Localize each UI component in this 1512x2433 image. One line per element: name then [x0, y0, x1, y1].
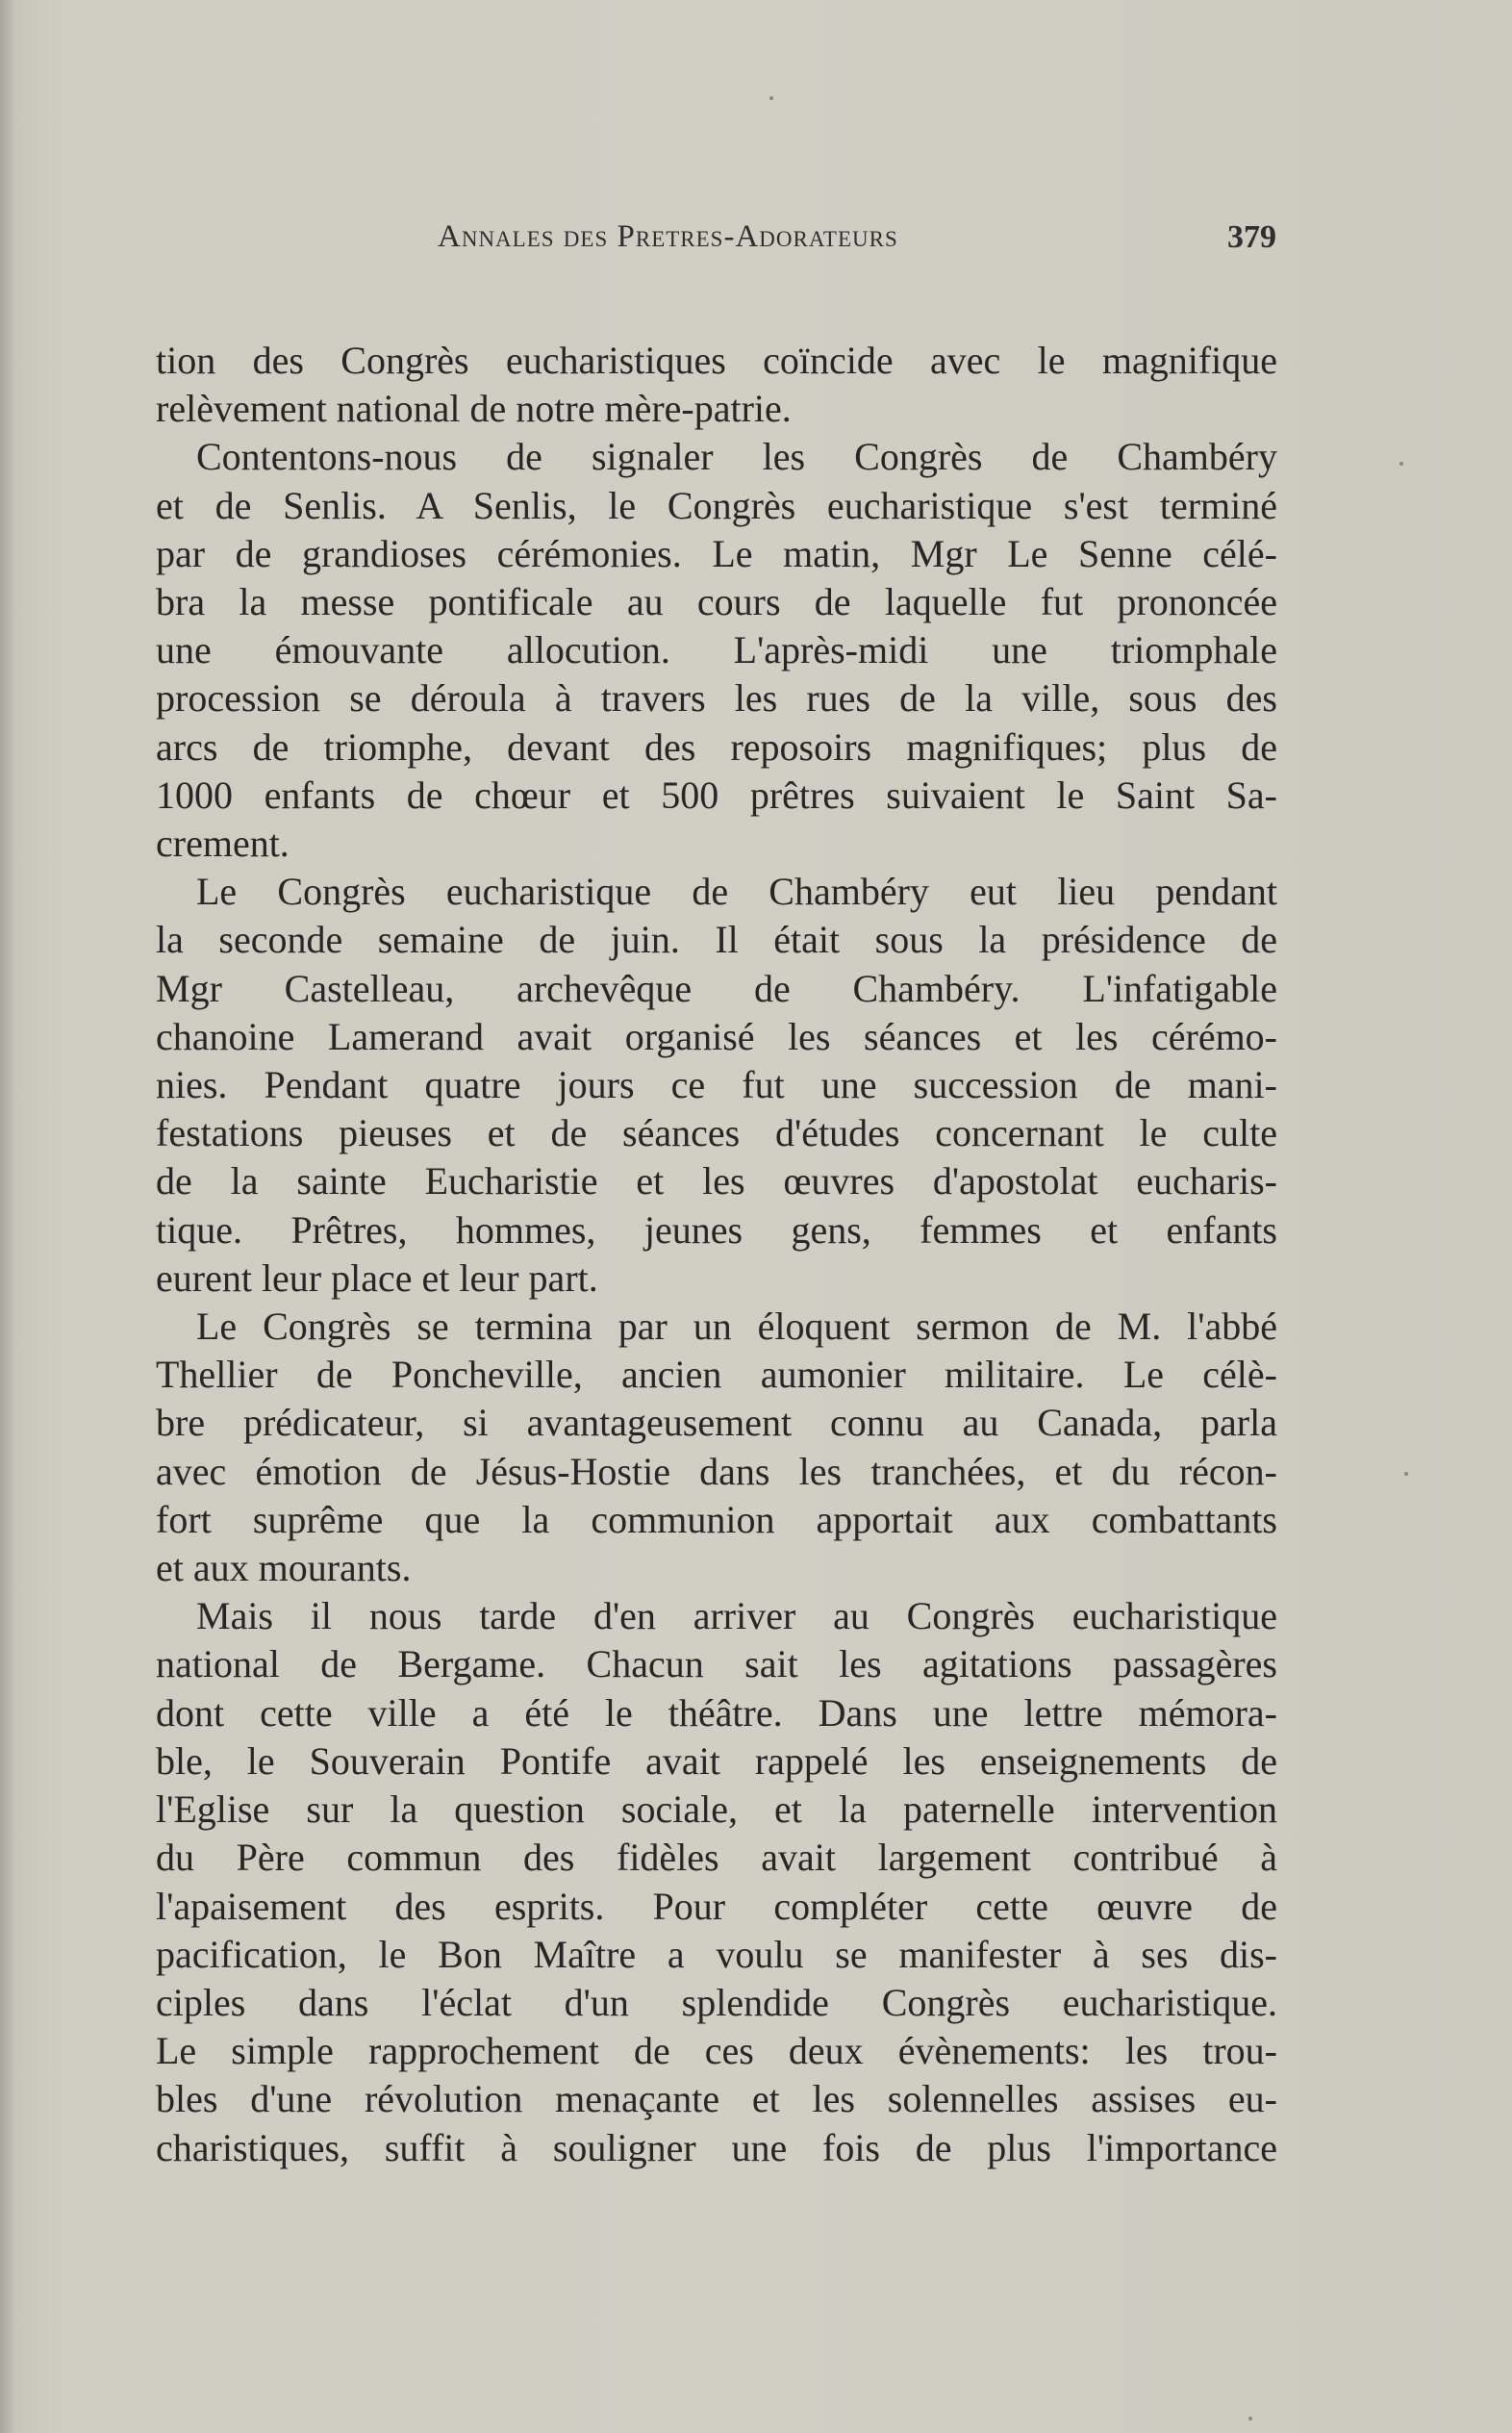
text-line: 1000 enfants de chœur et 500 prêtres suivaient le Saint Sa-: [156, 773, 1277, 817]
paper-speck: [769, 96, 773, 100]
text-line: national de Bergame. Chacun sait les agitations passagères: [156, 1642, 1277, 1686]
text-line: tique. Prêtres, hommes, jeunes gens, femmes et enfants: [156, 1207, 1277, 1252]
text-line: Le Congrès se termina par un éloquent sermon de M. l'abbé: [196, 1305, 1277, 1349]
text-line: bre prédicateur, si avantageusement connu au Canada, parla: [156, 1401, 1277, 1445]
text-line: eurent leur place et leur part.: [156, 1255, 598, 1300]
text-line: chanoine Lamerand avait organisé les séances et les cérémo-: [156, 1014, 1277, 1058]
text-line: et de Senlis. A Senlis, le Congrès eucharistique s'est terminé: [156, 483, 1277, 527]
page-number: 379: [1227, 219, 1276, 255]
text-line: arcs de triomphe, devant des reposoirs magnifiques; plus de: [156, 724, 1277, 769]
text-line: par de grandioses cérémonies. Le matin, Mgr Le Senne célé-: [156, 531, 1277, 575]
text-line: Thellier de Poncheville, ancien aumonier militaire. Le célè-: [156, 1353, 1277, 1397]
text-line: Le Congrès eucharistique de Chambéry eut lieu pendant: [196, 870, 1277, 914]
paper-speck: [1248, 2417, 1252, 2420]
text-line: nies. Pendant quatre jours ce fut une succession de mani-: [156, 1063, 1277, 1107]
text-line: pacification, le Bon Maître a voulu se manifester à ses dis-: [156, 1932, 1277, 1976]
text-line: ble, le Souverain Pontife avait rappelé les enseignements de: [156, 1738, 1277, 1783]
text-line: la seconde semaine de juin. Il était sous la présidence de: [156, 918, 1277, 962]
text-line: l'apaisement des esprits. Pour compléter cette œuvre de: [156, 1884, 1277, 1928]
text-line: l'Eglise sur la question sociale, et la paternelle intervention: [156, 1787, 1277, 1832]
text-line: avec émotion de Jésus-Hostie dans les tranchées, et du récon-: [156, 1449, 1277, 1493]
text-line: procession se déroula à travers les rues de la ville, sous des: [156, 676, 1277, 721]
text-line: Le simple rapprochement de ces deux évènements: les trou-: [156, 2029, 1277, 2073]
text-line: festations pieuses et de séances d'études concernant le culte: [156, 1111, 1277, 1155]
text-line: Contentons-nous de signaler les Congrès de Chambéry: [196, 435, 1277, 479]
text-line: ciples dans l'éclat d'un splendide Congrès eucharistique.: [156, 1980, 1277, 2024]
text-line: bles d'une révolution menaçante et les solennelles assises eu-: [156, 2077, 1277, 2121]
text-line: crement.: [156, 822, 290, 866]
running-title: Annales des Pretres-Adorateurs: [438, 219, 898, 254]
text-line: une émouvante allocution. L'après-midi une triomphale: [156, 628, 1277, 672]
text-line: fort suprême que la communion apportait aux combattants: [156, 1497, 1277, 1541]
text-line: du Père commun des fidèles avait largement contribué à: [156, 1836, 1277, 1880]
text-line: Mais il nous tarde d'en arriver au Congrès eucharistique: [196, 1594, 1277, 1638]
text-line: et aux mourants.: [156, 1546, 412, 1590]
page-gutter: [0, 0, 13, 2433]
paper-speck: [1399, 462, 1403, 466]
paper-speck: [1404, 1472, 1408, 1476]
text-line: bra la messe pontificale au cours de laquelle fut prononcée: [156, 580, 1277, 624]
text-line: Mgr Castelleau, archevêque de Chambéry. L'infatigable: [156, 966, 1277, 1010]
body-text: [156, 337, 1277, 2172]
text-line: tion des Congrès eucharistiques coïncide avec le magnifique: [156, 339, 1277, 382]
text-line: relèvement national de notre mère-patrie.: [156, 387, 792, 431]
text-line: dont cette ville a été le théâtre. Dans une lettre mémora-: [156, 1690, 1277, 1735]
text-line: charistiques, suffit à souligner une fois de plus l'importance: [156, 2125, 1277, 2169]
text-line: de la sainte Eucharistie et les œuvres d'apostolat eucharis-: [156, 1159, 1277, 1204]
